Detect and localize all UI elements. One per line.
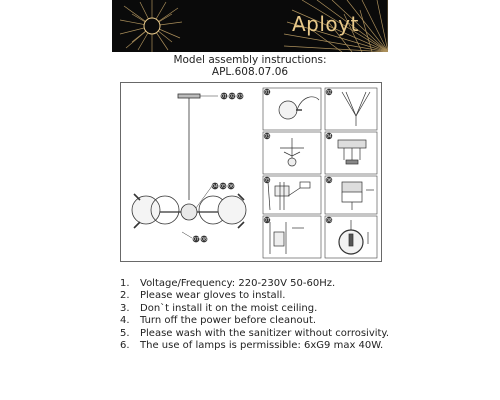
part-label: 02 <box>229 94 235 100</box>
list-item: 6. The use of lamps is permissible: 6xG9 max 40W. <box>120 340 384 352</box>
doc-title: Model assembly instructions: <box>173 54 327 66</box>
step-badge: 05 <box>264 177 270 183</box>
list-item: 1. Voltage/Frequency: 220-230V 50-60Hz. <box>120 278 336 289</box>
step-badge: 03 <box>264 133 270 139</box>
part-label: 03 <box>237 94 243 100</box>
part-label: 05 <box>220 184 226 190</box>
instructions-list <box>120 278 389 352</box>
step-badge: 02 <box>326 89 332 95</box>
list-item: 4. Turn off the power before cleanout. <box>120 315 317 327</box>
assembly-drawing <box>120 82 382 262</box>
list-item: 5. Please wash with the sanitizer without corrosivity. <box>120 327 390 339</box>
part-label: 08 <box>201 237 207 243</box>
part-label: 07 <box>193 237 199 243</box>
step-badge: 07 <box>264 217 270 223</box>
part-label: 04 <box>212 184 218 190</box>
part-label: 06 <box>228 184 234 190</box>
model-number: APL.608.07.06 <box>211 66 289 78</box>
step-badge: 08 <box>326 217 332 223</box>
step-badge: 01 <box>264 89 270 95</box>
list-item: 2. Please wear gloves to install. <box>120 290 286 302</box>
step-badge: 04 <box>326 133 332 139</box>
brand-logo: Aployt <box>292 12 359 36</box>
part-label: 01 <box>221 94 227 100</box>
list-item: 3. Don`t install it on the moist ceiling. <box>120 302 318 314</box>
step-badge: 06 <box>326 177 332 183</box>
brand-banner <box>112 0 388 52</box>
